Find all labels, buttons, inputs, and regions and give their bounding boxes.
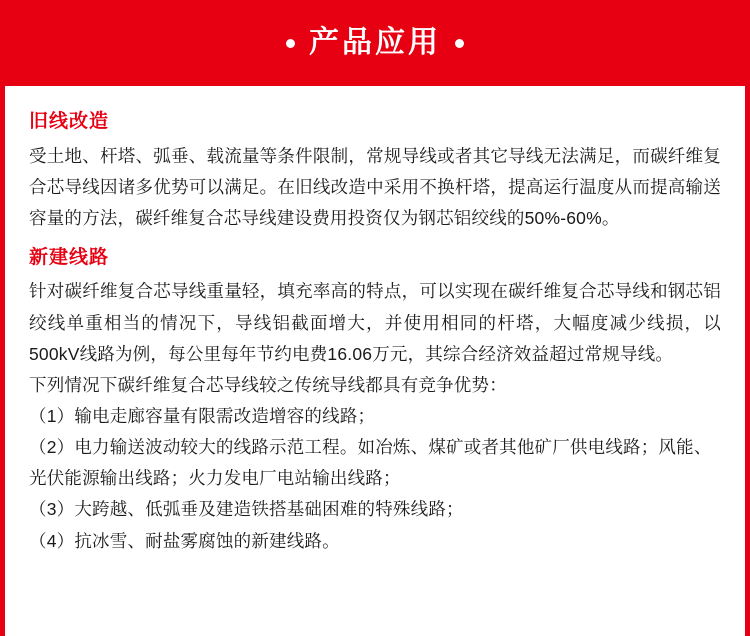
- advantages-list: [29, 401, 721, 557]
- dot-icon-left: [286, 39, 295, 48]
- section-heading-old-line-renovation: 旧线改造: [29, 111, 110, 132]
- list-item: （3）大跨越、低弧垂及建造铁搭基础困难的特殊线路；: [29, 499, 464, 520]
- page-banner: [0, 0, 750, 86]
- banner-inner: [286, 28, 464, 58]
- page-title: 产品应用: [309, 26, 441, 59]
- list-item: （4）抗冰雪、耐盐雾腐蚀的新建线路。: [29, 530, 340, 551]
- dot-icon-right: [455, 39, 464, 48]
- section-heading-new-line-construction: 新建线路: [29, 246, 110, 268]
- advantages-intro: 下列情况下碳纤维复合芯导线较之传统导线都具有竞争优势：: [29, 374, 507, 395]
- list-item: （1）输电走廊容量有限需改造增容的线路；: [29, 405, 376, 426]
- section-paragraph-new-line-construction: 针对碳纤维复合芯导线重量轻，填充率高的特点，可以实现在碳纤维复合芯导线和钢芯铝绞线单重相当的情况下，导线铝截面增大，并使用相同的杆塔，大幅度减少线损，以500kV线路为例，每公里每年节约电费16.06万元，其综合经济效益超过常规导线。: [29, 281, 721, 364]
- list-item: （2）电力输送波动较大的线路示范工程。如冶炼、煤矿或者其他矿厂供电线路；风能、光伏能源输出线路；火力发电厂电站输出线路；: [29, 437, 712, 489]
- page-content: [5, 86, 745, 557]
- section-paragraph-old-line-renovation: 受土地、杆塔、弧垂、载流量等条件限制，常规导线或者其它导线无法满足，而碳纤维复合芯导线因诸多优势可以满足。在旧线改造中采用不换杆塔，提高运行温度从而提高输送容量的方法，碳纤维复合芯导线建设费用投资仅为钢芯铝绞线的50%-60%。: [29, 145, 721, 228]
